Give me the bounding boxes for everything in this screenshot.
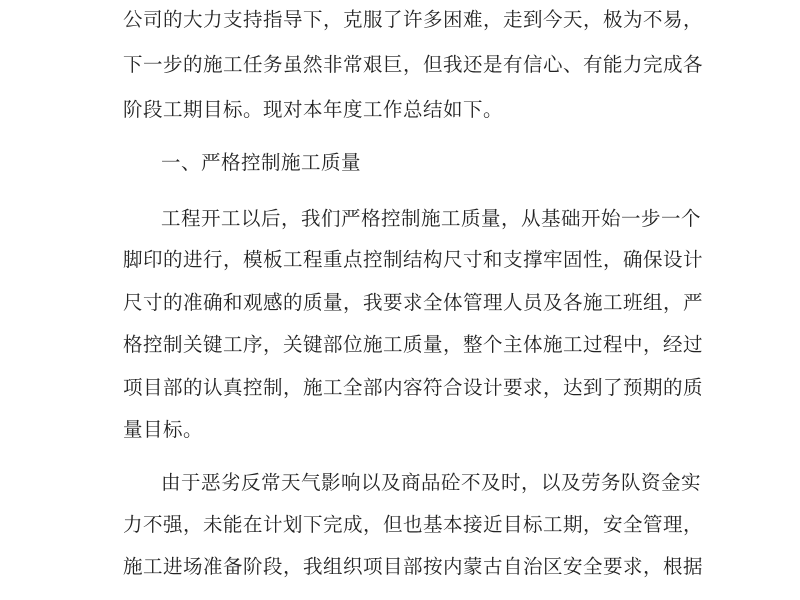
paragraph-2-line-1: 由于恶劣反常天气影响以及商品砼不及时，以及劳务队资金实: [161, 471, 702, 494]
section-heading: 一、严格控制施工质量: [161, 151, 362, 174]
paragraph-1-line-2: 脚印的进行，模板工程重点控制结构尺寸和支撑牢固性，确保设计: [123, 248, 704, 271]
paragraph-1-line-5: 项目部的认真控制，施工全部内容符合设计要求，达到了预期的质: [123, 376, 704, 399]
paragraph-1-line-4: 格控制关键工序，关键部位施工质量，整个主体施工过程中，经过: [123, 333, 704, 356]
intro-line-1: 公司的大力支持指导下，克服了许多困难，走到今天，极为不易，: [123, 8, 704, 31]
paragraph-2-line-3: 施工进场准备阶段，我组织项目部按内蒙古自治区安全要求，根据: [123, 555, 704, 578]
paragraph-2-line-2: 力不强，未能在计划下完成，但也基本接近目标工期，安全管理，: [123, 513, 704, 536]
paragraph-1-line-6: 量目标。: [123, 418, 204, 441]
intro-line-3: 阶段工期目标。现对本年度工作总结如下。: [123, 98, 504, 121]
paragraph-1-line-3: 尺寸的准确和观感的质量，我要求全体管理人员及各施工班组，严: [123, 291, 704, 314]
paragraph-1-line-1: 工程开工以后，我们严格控制施工质量，从基础开始一步一个: [161, 207, 702, 230]
intro-line-2: 下一步的施工任务虽然非常艰巨，但我还是有信心、有能力完成各: [123, 53, 704, 76]
